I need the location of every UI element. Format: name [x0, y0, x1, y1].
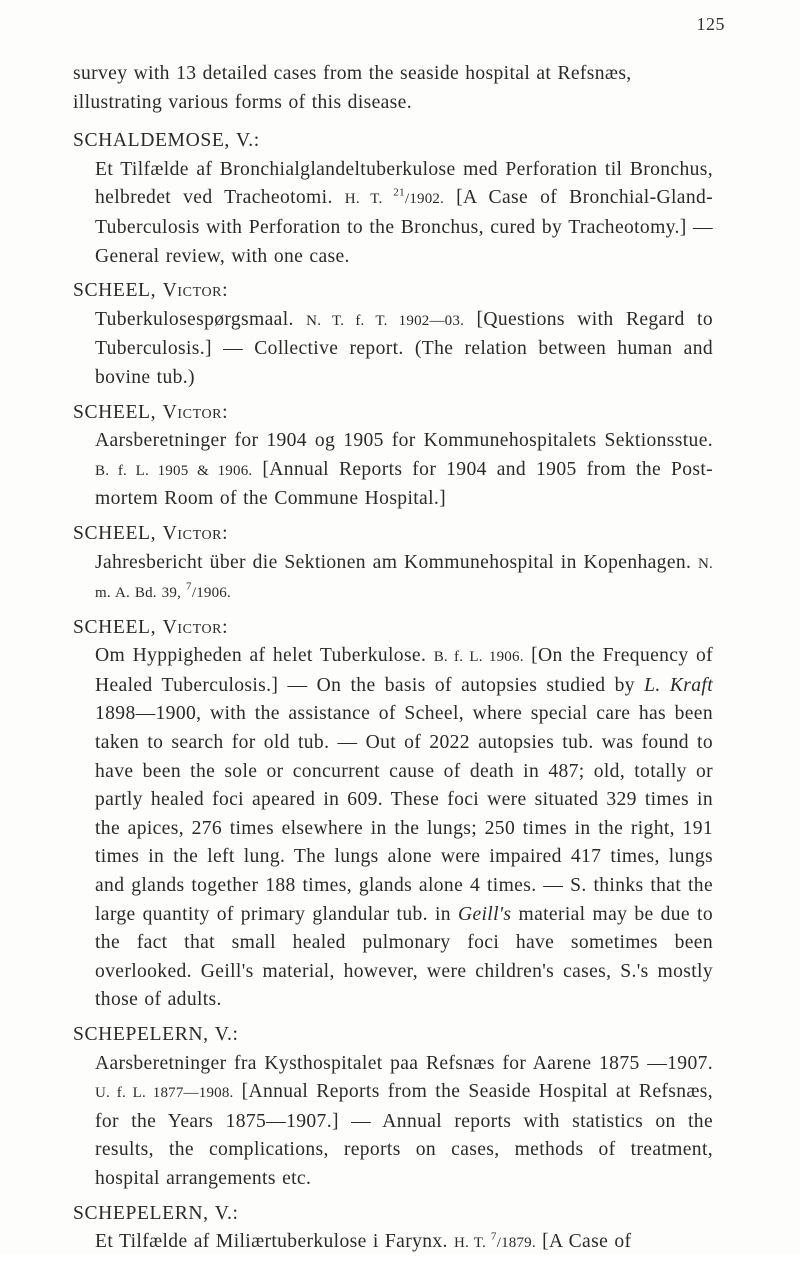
author-surname: SCHEEL, [73, 522, 163, 544]
cited-author: Geill's [457, 903, 512, 925]
bibliography-entry [73, 399, 713, 514]
bibliography-entry [73, 1021, 713, 1194]
entry-description: [On the Frequency of Healed Tuberculosis.] — On the basis of autopsies studied by [95, 645, 713, 696]
entry-author [73, 520, 713, 549]
entry-author [73, 399, 713, 428]
entry-title-text: Om Hyppigheden af helet Tuberkulose. [95, 645, 434, 667]
author-surname: SCHEEL, [73, 401, 163, 423]
entry-body [73, 1228, 713, 1258]
entry-description: [Annual Reports from the Seaside Hospital at Refsnæs, for the Years 1875—1907.] — Annual reports with statistics on the results, the complications, reports on cases, methods of treatment, hospital arrangements etc. [95, 1081, 713, 1189]
journal-reference: N. m. A. Bd. 39, [95, 555, 713, 602]
entry-body [73, 549, 713, 608]
entry-author [73, 614, 713, 643]
entry-author [73, 277, 713, 306]
journal-reference: U. f. L. 1877—1908. [95, 1085, 234, 1102]
cited-author: L. Kraft [644, 674, 713, 696]
entry-title-text: Jahresbericht über die Sektionen am Kommunehospital in Kopenhagen. [95, 551, 699, 573]
bibliography-entry [73, 614, 713, 1015]
journal-reference: N. T. f. T. 1902—03. [306, 312, 465, 329]
entry-description-end: material may be due to the fact that small healed pulmonary foci have sometimes been overlooked. Geill's material, however, were children's cases, S.'s mostly those of adults. [95, 903, 713, 1011]
bibliography-entry [73, 127, 713, 271]
author-surname: SCHEEL, [73, 616, 163, 638]
entry-author: SCHEPELERN, V.: [73, 1024, 239, 1045]
entry-author: SCHALDEMOSE, V.: [73, 130, 260, 152]
entry-description: [A Case of Bronchial-Gland-Tuberculosis with Perforation to the Bronchus, cured by Tracheotomy.] — General review, with one case. [95, 187, 713, 267]
journal-reference-year: /1906. [191, 585, 231, 602]
bibliography-text [73, 60, 713, 1264]
entry-body [73, 306, 713, 393]
journal-reference-sup: 7 [490, 1230, 497, 1243]
journal-reference: B. f. L. 1905 & 1906. [95, 462, 253, 479]
entry-title-text: Et Tilfælde af Miliærtuberkulose i Farynx. [95, 1231, 455, 1253]
entry-title-text: Aarsberetninger fra Kysthospitalet paa Refsnæs for Aarene 1875 —1907. [95, 1052, 713, 1074]
journal-reference-year: /1902. [404, 191, 445, 208]
entry-title-text: Tuberkulosespørgsmaal. [95, 308, 307, 330]
entry-body [73, 642, 713, 1015]
entry-description: [A Case of [535, 1231, 632, 1253]
entry-description: [Questions with Regard to Tuberculosis.] — Collective report. (The relation between human and bovine tub.) [95, 308, 713, 388]
entry-title-text: Aarsberetninger for 1904 og 1905 for Kommunehospitalets Sektionsstue. [95, 430, 713, 452]
journal-reference-year: /1879. [496, 1235, 536, 1252]
bibliography-entry [73, 277, 713, 392]
journal-reference-sup: 21 [393, 186, 405, 199]
entry-body [73, 427, 713, 514]
entry-body [73, 1050, 713, 1194]
author-given-name: Victor: [162, 616, 229, 638]
entry-description: [Annual Reports for 1904 and 1905 from the Post-mortem Room of the Commune Hospital.] [95, 458, 714, 510]
author-given-name: Victor: [162, 522, 229, 544]
author-given-name: Victor: [162, 280, 229, 302]
bibliography-entry [73, 1200, 713, 1258]
author-given-name: Victor: [162, 401, 229, 423]
page-number: 125 [696, 14, 725, 34]
journal-reference-sup: 7 [185, 580, 192, 593]
journal-reference: B. f. L. 1906. [433, 649, 524, 666]
journal-reference: H. T. [344, 191, 394, 208]
entry-body [73, 156, 713, 271]
journal-reference: H. T. [454, 1235, 491, 1252]
entry-description-continued: 1898—1900, with the assistance of Scheel, where special care has been taken to search for old tub. — Out of 2022 autopsies tub. was found to have been the sole or concurrent cause of death in 487; old, totally or partly healed foci apeared in 609. These foci were situated 329 times in the apices, 276 times elsewhere in the lungs; 250 times in the right, 191 times in the left lung. The lungs alone were impaired 417 times, lungs and glands together 188 times, glands alone 4 times. — S. thinks that the large quantity of primary glandular tub. in [95, 703, 713, 925]
author-surname: SCHEEL, [73, 280, 163, 302]
entry-title-text: Et Tilfælde af Bronchialglandeltuberkulose med Perforation til Bronchus, helbredet ved Tracheotomi. [95, 158, 713, 209]
bibliography-entry [73, 520, 713, 608]
continued-paragraph: survey with 13 detailed cases from the seaside hospital at Refsnæs, illustrating various forms of this disease. [73, 63, 632, 113]
entry-author: SCHEPELERN, V.: [73, 1202, 239, 1224]
